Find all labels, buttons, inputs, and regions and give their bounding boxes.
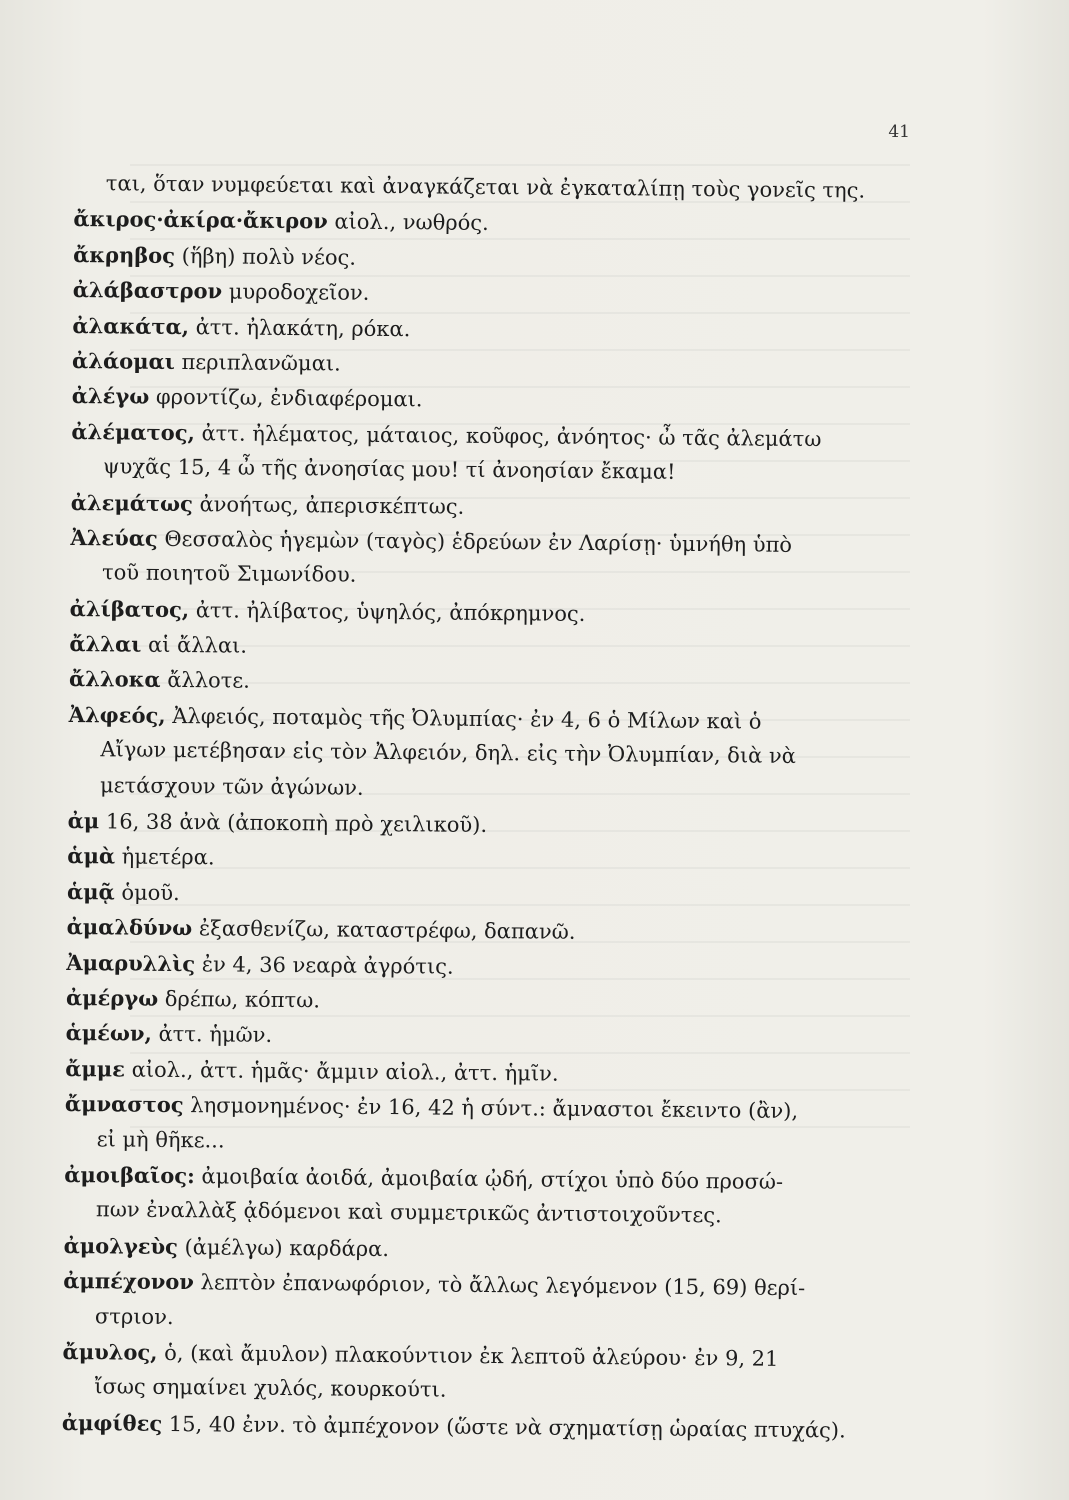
definition-text: τοῦ ποιητοῦ Σιμωνίδου.	[101, 560, 357, 588]
definition-text: ὁμοῦ.	[114, 880, 180, 905]
definition-text: (ἀμέλγω) καρδάρα.	[177, 1234, 390, 1261]
definition-text: ἄλλοτε.	[160, 668, 251, 694]
definition-text: πων ἐναλλὰξ ᾀδόμενοι καὶ συμμετρικῶς ἀντιστοιχοῦντες.	[95, 1197, 722, 1228]
headword: ἀμπέχονον	[63, 1268, 195, 1295]
page-number: 41	[888, 122, 910, 142]
headword: ἀλακάτα,	[72, 312, 190, 339]
definition-text: δρέπω, κόπτω.	[158, 986, 321, 1013]
definition-text: ψυχᾶς 15, 4 ὦ τῆς ἀνοησίας μου! τί ἀνοησίαν ἔκαμα!	[103, 454, 676, 484]
glossary-text	[62, 166, 904, 1448]
headword: ἀλάβαστρον	[72, 277, 223, 304]
headword: ἀμέργω	[65, 984, 159, 1011]
definition-text: ἀνοήτως, ἀπερισκέπτως.	[192, 491, 465, 519]
definition-text: 16, 38 ἀνὰ (ἀποκοπὴ πρὸ χειλικοῦ).	[99, 809, 488, 838]
headword: ἁμέων,	[65, 1020, 152, 1047]
definition-text: (ἥβη) πολὺ νέος.	[174, 243, 357, 270]
definition-text: ἀμοιβαία ἀοιδά, ἀμοιβαία ᾠδή, στίχοι ὑπὸ δύο προσώ-	[194, 1164, 784, 1194]
definition-text: ται, ὅταν νυμφεύεται καὶ ἀναγκάζεται νὰ ἐγκαταλίπῃ τοὺς γονεῖς της.	[105, 171, 866, 203]
definition-text: Ἀλφειός, ποταμὸς τῆς Ὀλυμπίας· ἐν 4, 6 ὁ Μίλων καὶ ὁ	[165, 703, 762, 734]
definition-text: ἀττ. ἠλίβατος, ὑψηλός, ἀπόκρημνος.	[189, 597, 586, 626]
definition-text: ἀττ. ἠλακάτη, ρόκα.	[188, 314, 411, 341]
definition-text: ἐν 4, 36 νεαρὰ ἀγρότις.	[194, 951, 454, 979]
headword: ἄλλαι	[69, 631, 142, 657]
definition-text: εἰ μὴ θῆκε...	[96, 1126, 225, 1153]
headword: ἄκιρος·ἀκίρα·ἄκιρον	[73, 206, 328, 234]
definition-text: μυροδοχεῖον.	[221, 279, 370, 306]
definition-text: Αἴγων μετέβησαν εἰς τὸν Ἀλφειόν, δηλ. εἰς τὴν Ὀλυμπίαν, διὰ νὰ	[100, 737, 797, 769]
headword: Ἀλφεός,	[68, 701, 166, 728]
glossary-line	[62, 1405, 892, 1448]
definition-text: ἀττ. ἡμῶν.	[151, 1022, 273, 1048]
headword: ἀλέγω	[71, 383, 150, 410]
definition-text: λεπτὸν ἐπανωφόριον, τὸ ἄλλως λεγόμενον (15, 69) θερί-	[193, 1270, 806, 1301]
headword: ἀμ	[67, 808, 100, 834]
headword: ἀμοιβαῖος:	[64, 1161, 195, 1189]
definition-text: αἰολ., νωθρός.	[327, 209, 489, 236]
definition-text: μετάσχουν τῶν ἀγώνων.	[99, 772, 364, 800]
headword: ἀμαλδύνω	[66, 914, 193, 941]
headword: ἄμναστος	[64, 1091, 184, 1118]
headword: ἄλλοκα	[68, 666, 161, 693]
definition-text: ὁ, (καὶ ἄμυλον) πλακούντιον ἐκ λεπτοῦ ἀλεύρου· ἐν 9, 21	[157, 1340, 779, 1371]
headword: Ἀμαρυλλὶς	[66, 949, 196, 976]
definition-text: φροντίζω, ἐνδιαφέρομαι.	[149, 385, 423, 412]
headword: ἁμᾷ	[66, 878, 115, 905]
definition-text: ἐξασθενίζω, καταστρέφω, δαπανῶ.	[192, 916, 576, 945]
definition-text: στριον.	[94, 1303, 174, 1329]
definition-text: ἀττ. ἠλέματος, μάταιος, κοῦφος, ἀνόητος· ὦ τᾶς ἀλεμάτω	[194, 420, 822, 451]
definition-text: αἰολ., ἀττ. ἡμᾶς· ἄμμιν αἰολ., ἀττ. ἡμῖν.	[124, 1057, 559, 1086]
headword: ἀμφίθες	[61, 1409, 163, 1436]
definition-text: 15, 40 ἐνν. τὸ ἀμπέχονον (ὥστε νὰ σχηματίσῃ ὡραίας πτυχάς).	[162, 1411, 846, 1443]
headword: Ἀλεύας	[70, 524, 158, 551]
headword: ἀλάομαι	[72, 347, 175, 374]
glossary-line	[63, 1263, 893, 1306]
definition-text: ἴσως σημαίνει χυλός, κουρκούτι.	[94, 1374, 447, 1402]
headword: ἄμμε	[65, 1055, 126, 1082]
headword: ἀμολγεὺς	[63, 1232, 179, 1259]
headword: ἁμὰ	[67, 843, 116, 869]
definition-text: ἡμετέρα.	[114, 844, 215, 870]
definition-text: περιπλανῶμαι.	[174, 349, 341, 376]
headword: ἀλέματος,	[71, 418, 195, 445]
headword: ἄμυλος,	[62, 1338, 158, 1365]
headword: ἀλεμάτως	[70, 489, 193, 516]
headword: ἀλίβατος,	[69, 595, 190, 622]
definition-text: αἱ ἄλλαι.	[141, 632, 248, 658]
headword: ἄκρηβος	[73, 241, 176, 268]
definition-text: Θεσσαλὸς ἡγεμὼν (ταγὸς) ἑδρεύων ἐν Λαρίσῃ· ὑμνήθη ὑπὸ	[157, 526, 793, 557]
definition-text: λησμονημένος· ἐν 16, 42 ἡ σύντ.: ἄμναστοι ἔκειντο (ἂν),	[183, 1093, 799, 1124]
